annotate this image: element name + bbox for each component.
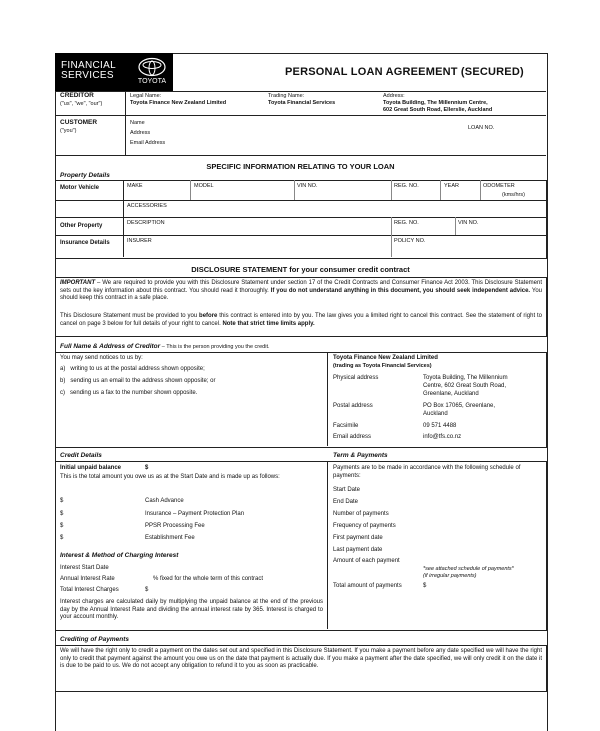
important-advice: If you do not understand anything in this document, you should seek independent advice. xyxy=(270,287,531,294)
email-value: info@tfs.co.nz xyxy=(423,434,462,440)
facsimile-value: 09 571 4488 xyxy=(423,423,457,429)
annual-rate-label: Annual Interest Rate xyxy=(60,576,115,582)
cancel-note: Note that strict time limits apply. xyxy=(222,320,315,327)
credit-row-3-label: PPSR Processing Fee xyxy=(145,523,205,529)
important-keep: You should keep this contract in a safe place. xyxy=(60,287,542,301)
postal-label: Postal address xyxy=(333,403,373,409)
divider xyxy=(455,217,456,235)
initial-balance-label: Initial unpaid balance xyxy=(60,465,122,471)
make-label: MAKE xyxy=(127,183,143,189)
disclosure-important xyxy=(60,280,542,303)
divider xyxy=(55,200,546,201)
divider xyxy=(55,115,546,116)
physical-line2: Centre, 602 Great South Road, xyxy=(423,383,507,389)
divider xyxy=(391,235,392,257)
divider xyxy=(294,180,295,200)
term-heading: Term & Payments xyxy=(333,452,388,459)
credit-row-4-label: Establishment Fee xyxy=(145,535,195,541)
term-intro: Payments are to be made in accordance with the following schedule of payments: xyxy=(333,465,521,479)
first-payment-label: First payment date xyxy=(333,535,383,541)
credit-row-1-label: Cash Advance xyxy=(145,498,184,504)
accessories-label: ACCESSORIES xyxy=(127,203,167,209)
email-label: Email address xyxy=(333,434,372,440)
notice-b-letter: b) xyxy=(60,378,66,384)
total-payments-label: Total amount of payments xyxy=(333,583,402,589)
credit-intro: This is the total amount you owe us as at the Start Date and is made up as follows: xyxy=(60,474,280,480)
customer-name-label: Name xyxy=(130,120,145,126)
crediting-heading: Crediting of Payments xyxy=(60,636,129,643)
brand-line1: FINANCIAL xyxy=(61,60,116,71)
description-label: DESCRIPTION xyxy=(127,220,165,226)
customer-sub: ("you") xyxy=(60,128,77,134)
notice-a-text: writing to us at the postal address shown opposite; xyxy=(70,366,205,372)
cancel-before: before xyxy=(199,313,218,319)
divider xyxy=(55,235,546,236)
creditor-address-heading xyxy=(60,343,270,351)
customer-label: CUSTOMER xyxy=(60,119,98,126)
divider xyxy=(125,91,126,155)
postal-line2: Auckland xyxy=(423,411,448,417)
creditor-sub: ("us", "we", "our") xyxy=(60,101,103,107)
header xyxy=(55,53,546,92)
policy-no-label: POLICY NO. xyxy=(394,238,426,244)
address-line1: Toyota Building, The Millennium Centre, xyxy=(383,100,488,106)
amount-each-label: Amount of each payment xyxy=(333,558,400,564)
crediting-text: We will have the right only to credit a payment on the dates set out and specified in this Disclosure Statement. If you make a payment before any date specified we will have the right only to credit that payment against the amount you owe us on the date that payment is actually due. If you make a payment after the date specified, we will only credit it on the date it is due to be paid to us. We do not accept any obligation to refund it to you as soon as practicable. xyxy=(60,648,542,669)
notice-c-text: sending us a fax to the number shown opposite. xyxy=(70,390,198,396)
important-label: IMPORTANT xyxy=(60,280,96,286)
customer-email-label: Email Address xyxy=(130,140,166,146)
vin2-label: VIN NO. xyxy=(458,220,479,226)
postal-line1: PO Box 17065, Greenlane, xyxy=(423,403,496,409)
credit-row-4-sym: $ xyxy=(60,535,64,541)
cancel-text-1: This Disclosure Statement must be provided to you xyxy=(60,313,200,319)
toyota-emblem xyxy=(134,57,170,85)
total-payments-dollar: $ xyxy=(423,583,427,589)
total-interest-label: Total Interest Charges xyxy=(60,587,119,593)
physical-line1: Toyota Building, The Millennium xyxy=(423,375,508,381)
property-details-label: Property Details xyxy=(60,172,110,179)
insurance-details-label: Insurance Details xyxy=(60,240,110,246)
trading-name-value: Toyota Financial Services xyxy=(268,100,336,106)
kms-label: (kms/hrs) xyxy=(502,192,525,198)
divider xyxy=(123,180,124,257)
start-date-label: Start Date xyxy=(333,487,361,493)
divider xyxy=(55,217,546,218)
physical-line3: Greenlane, Auckland xyxy=(423,391,479,397)
schedule-note: *see attached schedule of payments* xyxy=(423,566,514,572)
specific-heading: SPECIFIC INFORMATION RELATING TO YOUR LOAN xyxy=(206,162,395,171)
notice-a-letter: a) xyxy=(60,366,66,372)
creditor-company: Toyota Finance New Zealand Limited xyxy=(333,355,438,361)
credit-row-1-sym: $ xyxy=(60,498,64,504)
interest-note: Interest charges are calculated daily by multiplying the unpaid balance at the end of the previous day by the Annual Interest Rate and dividing the annual interest rate by 365. Interest is charged to your account monthly. xyxy=(60,599,323,620)
divider xyxy=(327,461,328,629)
last-payment-label: Last payment date xyxy=(333,547,383,553)
divider xyxy=(391,180,392,200)
toyota-emblem-icon xyxy=(137,57,167,77)
address-label: Address: xyxy=(383,93,405,99)
customer-address-label: Address xyxy=(130,130,151,136)
toyota-logo xyxy=(55,53,173,91)
address-line2: 602 Great South Road, Ellerslie, Auckland xyxy=(383,107,493,113)
total-interest-dollar: $ xyxy=(145,587,149,593)
creditor-trading-as: (trading as Toyota Financial Services) xyxy=(333,363,432,369)
initial-balance-dollar: $ xyxy=(145,465,149,471)
facsimile-label: Facsimile xyxy=(333,423,359,429)
disclosure-heading: DISCLOSURE STATEMENT for your consumer credit contract xyxy=(191,265,410,274)
legal-name-label: Legal Name: xyxy=(130,93,162,99)
interest-start-label: Interest Start Date xyxy=(60,565,109,571)
legal-name-value: Toyota Finance New Zealand Limited xyxy=(130,100,227,106)
year-label: YEAR xyxy=(444,183,459,189)
divider xyxy=(440,180,441,200)
creditor-address-sub: – This is the person providing you the credit. xyxy=(160,344,270,350)
interest-heading: Interest & Method of Charging Interest xyxy=(60,552,179,559)
notice-b-text: sending us an email to the address shown opposite; or xyxy=(70,378,216,384)
cancel-text-2: this contract is entered into by you. The law gives you a limited right to cancel this contract. See the statement of right to cancel on page 3 below for full details of your right to cancel. xyxy=(60,313,542,327)
notice-option-b xyxy=(60,378,215,386)
page-title: PERSONAL LOAN AGREEMENT (SECURED) xyxy=(285,66,524,78)
loan-no-label: LOAN NO. xyxy=(468,125,495,131)
divider xyxy=(391,217,392,235)
creditor-address-title: Full Name & Address of Creditor xyxy=(60,343,161,350)
physical-label: Physical address xyxy=(333,375,379,381)
annual-rate-note: % fixed for the whole term of this contract xyxy=(153,576,264,582)
toyota-wordmark: TOYOTA xyxy=(137,78,167,85)
end-date-label: End Date xyxy=(333,499,359,505)
disclosure-cancel xyxy=(60,313,542,328)
insurer-label: INSURER xyxy=(127,238,152,244)
reg2-label: REG. NO. xyxy=(394,220,419,226)
vin-label: VIN NO. xyxy=(297,183,318,189)
notice-c-letter: c) xyxy=(60,390,65,396)
num-payments-label: Number of payments xyxy=(333,511,389,517)
other-property-label: Other Property xyxy=(60,223,103,229)
reg-label: REG. NO. xyxy=(394,183,419,189)
irregular-note: (if irregular payments) xyxy=(423,573,477,579)
trading-name-label: Trading Name: xyxy=(268,93,305,99)
divider xyxy=(480,180,481,200)
notice-option-c xyxy=(60,390,197,398)
notice-option-a xyxy=(60,366,205,374)
creditor-label: CREDITOR xyxy=(60,92,94,99)
model-label: MODEL xyxy=(194,183,214,189)
divider xyxy=(55,155,546,156)
divider xyxy=(190,180,191,200)
odometer-label: ODOMETER xyxy=(483,183,515,189)
brand-line2: SERVICES xyxy=(61,70,114,81)
credit-row-2-sym: $ xyxy=(60,511,64,517)
important-text: – We are required to provide you with this Disclosure Statement under section 17 of the Credit Contracts and Consumer Finance Act 2003. This Disclosure Statement sets out the key information about this contract. You should read it thoroughly. xyxy=(60,280,542,294)
motor-vehicle-label: Motor Vehicle xyxy=(60,185,100,191)
credit-row-2-label: Insurance – Payment Protection Plan xyxy=(145,511,245,517)
credit-row-3-sym: $ xyxy=(60,523,64,529)
frequency-label: Frequency of payments xyxy=(333,523,396,529)
divider xyxy=(327,352,328,446)
notices-intro: You may send notices to us by: xyxy=(60,355,143,361)
credit-details-heading: Credit Details xyxy=(60,452,102,459)
